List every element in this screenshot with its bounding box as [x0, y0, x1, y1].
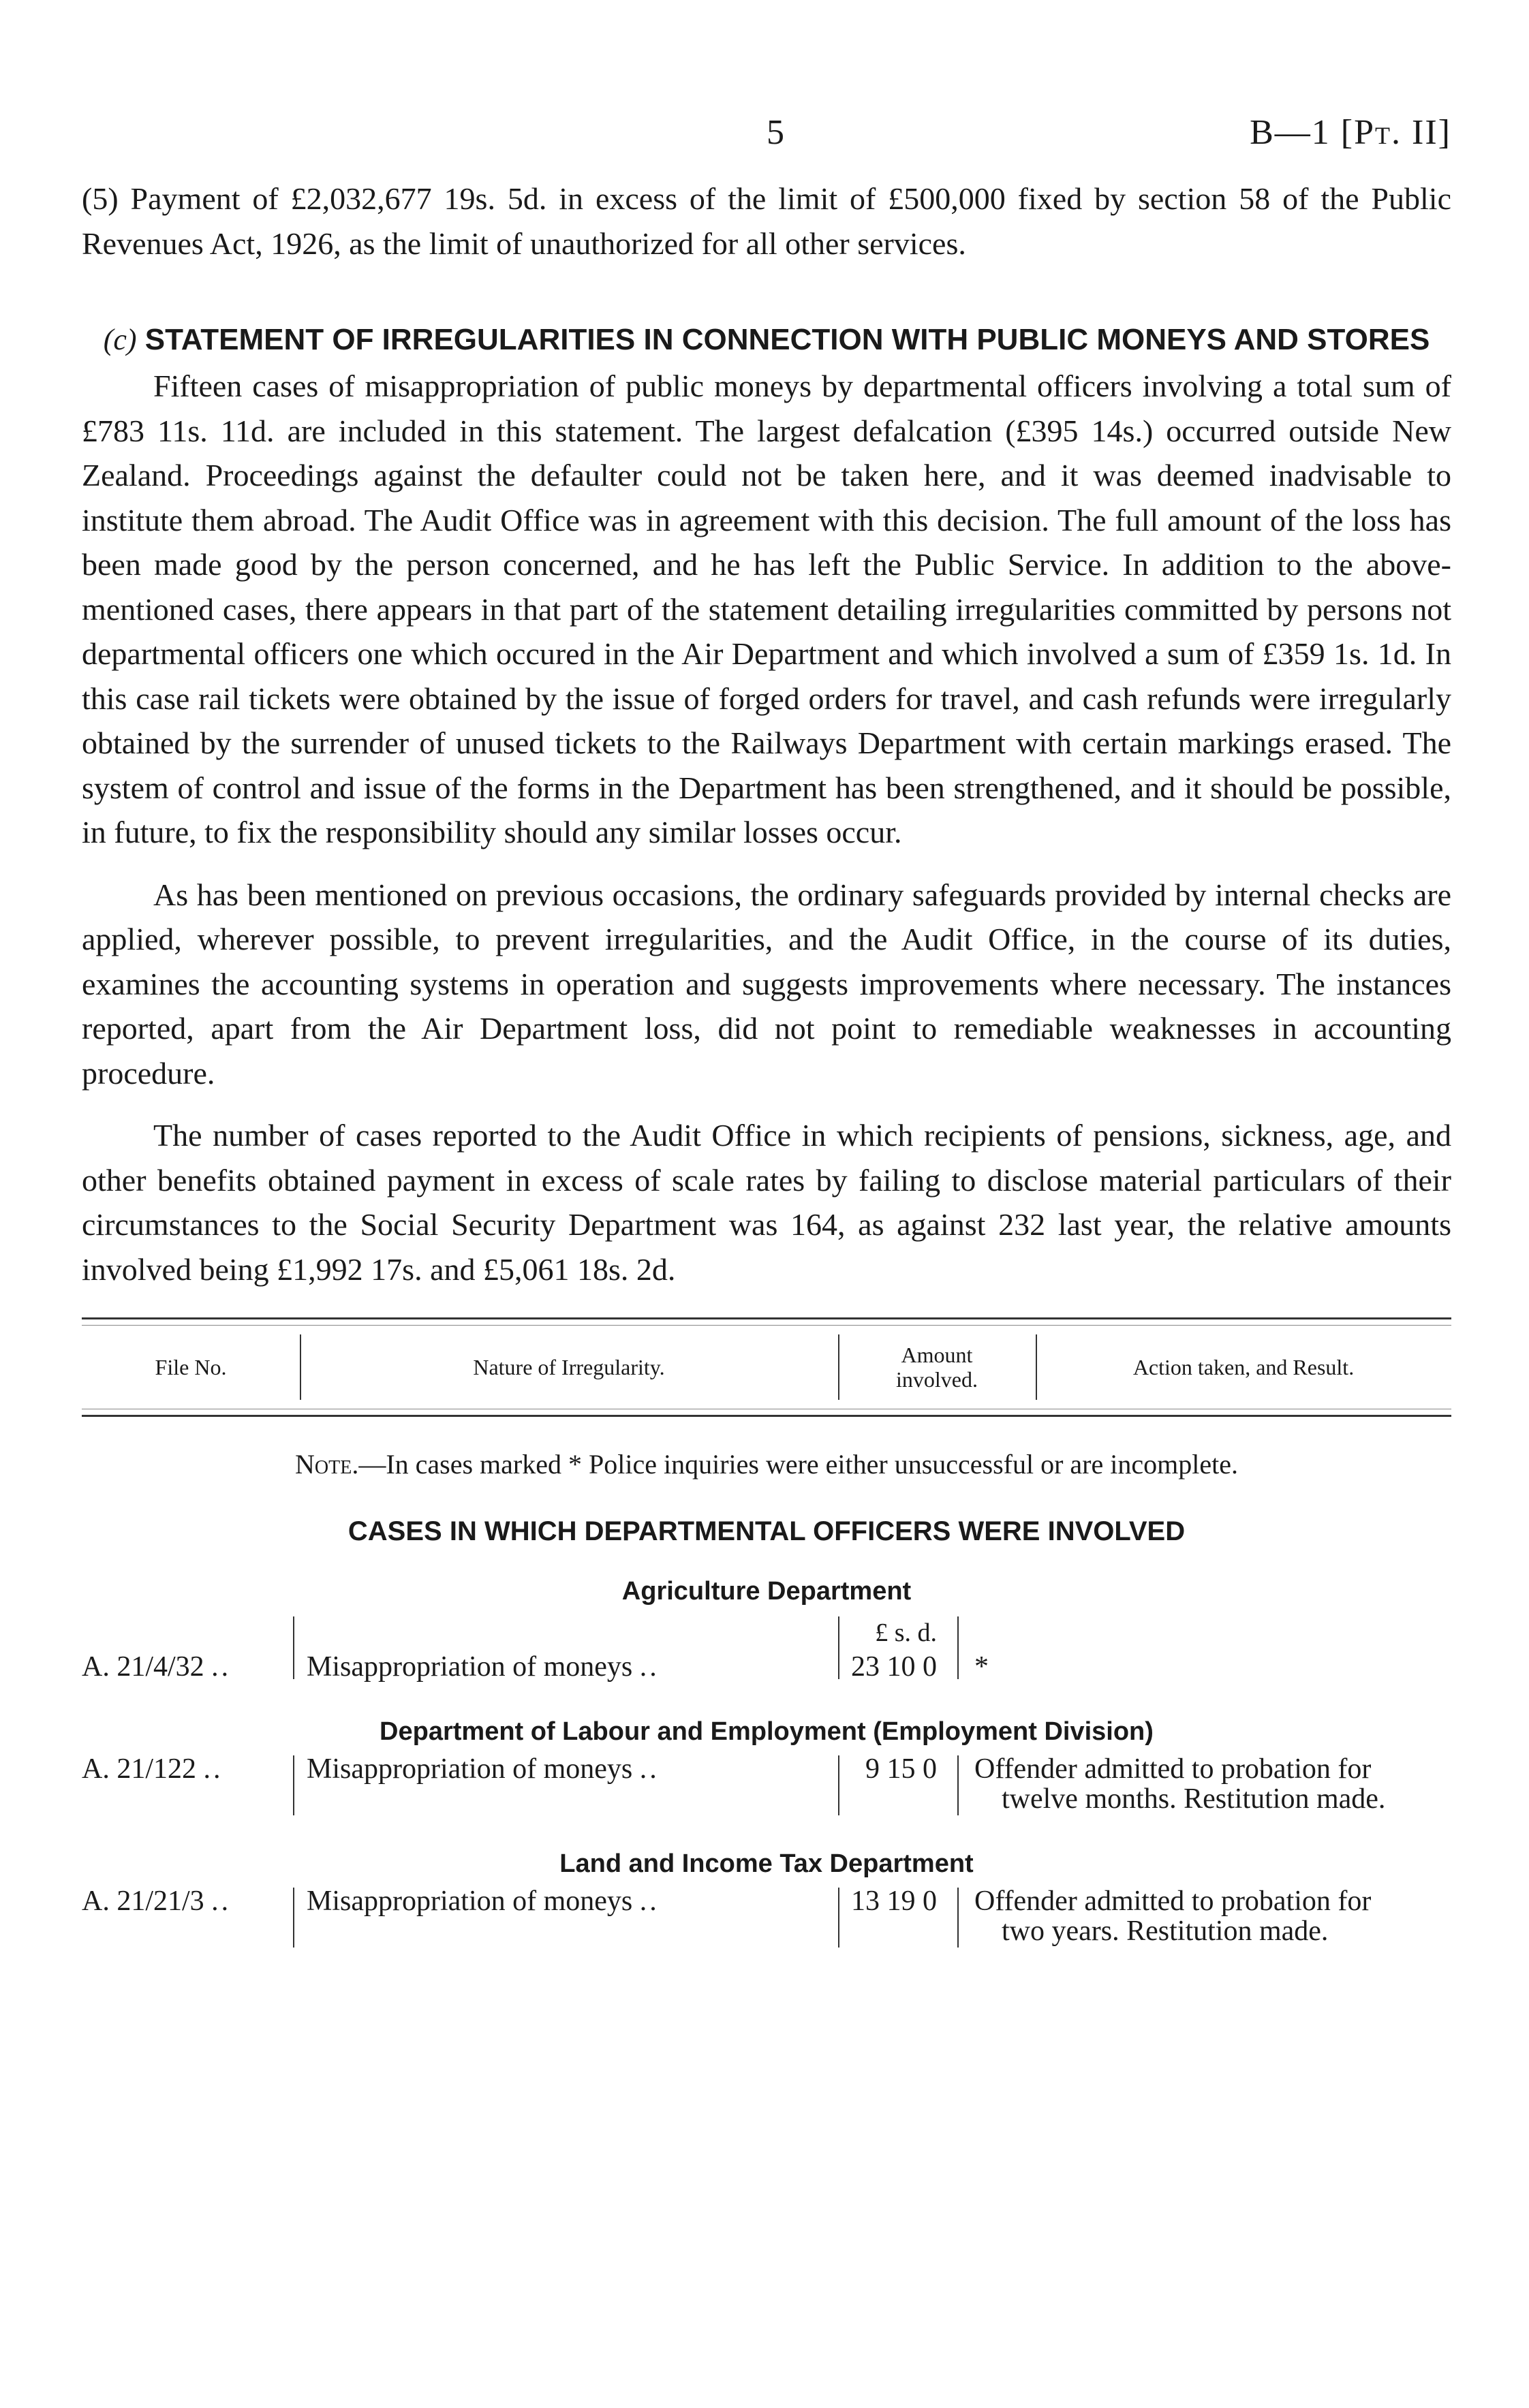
page-header — [82, 112, 1451, 160]
nature-of-irregularity: Misappropriation of moneys .. — [307, 1753, 660, 1785]
table-header — [82, 1317, 1451, 1417]
amount-involved: 23 10 0 — [851, 1651, 937, 1683]
file-number: A. 21/4/32 .. — [82, 1651, 232, 1683]
column-header-file-no: File No. — [155, 1355, 227, 1379]
document-reference: B—1 [Pt. II] — [1250, 113, 1451, 152]
file-number: A. 21/21/3 .. — [82, 1886, 232, 1917]
amount-involved: 9 15 0 — [865, 1753, 937, 1785]
table-note: Note.—In cases marked * Police inquiries were either unsuccessful or are incomplete. — [295, 1449, 1238, 1480]
column-header-nature: Nature of Irregularity. — [473, 1355, 665, 1379]
cases-heading: CASES IN WHICH DEPARTMENTAL OFFICERS WERE INVOLVED — [348, 1516, 1186, 1546]
action-taken-line-2: twelve months. Restitution made. — [1002, 1783, 1386, 1815]
paragraph-item-5: (5) Payment of £2,032,677 19s. 5d. in excess of the limit of £500,000 fixed by section 58 of the Public Revenues Act, 1926, as the limit of unauthorized for all other services. — [82, 181, 1451, 261]
section-title: STATEMENT OF IRREGULARITIES IN CONNECTION WITH PUBLIC MONEYS AND STORES — [144, 323, 1430, 356]
table-row — [82, 1751, 1451, 1819]
action-taken: * — [974, 1651, 989, 1683]
paragraph-safeguards: As has been mentioned on previous occasions, the ordinary safeguards provided by internal checks are applied, wherever possible, to prevent irregularities, and the Audit Office, in the course of its duties, examines the accounting systems in operation and suggests improvements where necessary. The instances reported, apart from the Air Department loss, did not point to remediable weaknesses in accounting procedure. — [82, 877, 1451, 1091]
department-heading-agriculture: Agriculture Department — [621, 1577, 912, 1606]
action-taken-line-2: two years. Restitution made. — [1002, 1916, 1329, 1947]
paragraph-defalcations: Fifteen cases of misappropriation of public moneys by departmental officers involving a total sum of £783 11s. 11d. are included in this statement. The largest defalcation (£395 14s.) occurred outside New Zealand. Proceedings against the defaulter could not be taken here, and it was deemed inadvisable to institute them abroad. The Audit Office was in agreement with this decision. The full amount of the loss has been made good by the person concerned, and he has left the Public Service. In addition to the above-mentioned cases, there appears in that part of the statement detailing irregularities committed by persons not departmental officers one which occured in the Air Department and which involved a sum of £359 1s. 1d. In this case rail tickets were obtained by the issue of forged orders for travel, and cash refunds were irregularly obtained by the surrender of unused tickets to the Railways Department with certain markings erased. The system of control and issue of the forms in the Department has been strengthened, and it should be possible, in future, to fix the responsibility should any similar losses occur. — [82, 369, 1451, 849]
file-number: A. 21/122 .. — [82, 1753, 223, 1785]
table-row — [82, 1883, 1451, 1952]
department-heading-land-income-tax: Land and Income Tax Department — [559, 1849, 974, 1878]
action-taken-line-1: Offender admitted to probation for — [974, 1886, 1372, 1917]
document-page — [82, 112, 1451, 1952]
table-row — [82, 1612, 1451, 1687]
amount-involved: 13 19 0 — [851, 1886, 937, 1917]
paragraph-social-security: The number of cases reported to the Audit Office in which recipients of pensions, sickness, age, and other benefits obtained payment in excess of scale rates by failing to disclose material particulars of their circumstances to the Social Security Department was 164, as against 232 last year, the relative amounts involved being £1,992 17s. and £5,061 18s. 2d. — [82, 1118, 1451, 1287]
nature-of-irregularity: Misappropriation of moneys .. — [307, 1651, 660, 1683]
column-header-amount: Amount involved. — [896, 1343, 978, 1392]
nature-of-irregularity: Misappropriation of moneys .. — [307, 1886, 660, 1917]
department-heading-labour: Department of Labour and Employment (Employment Division) — [380, 1717, 1154, 1746]
action-taken-line-1: Offender admitted to probation for — [974, 1753, 1372, 1785]
page-number: 5 — [767, 113, 784, 152]
section-label: (c) — [103, 323, 137, 356]
section-heading-c — [82, 320, 1451, 360]
column-header-action: Action taken, and Result. — [1132, 1355, 1355, 1379]
currency-header: £ s. d. — [875, 1619, 937, 1647]
